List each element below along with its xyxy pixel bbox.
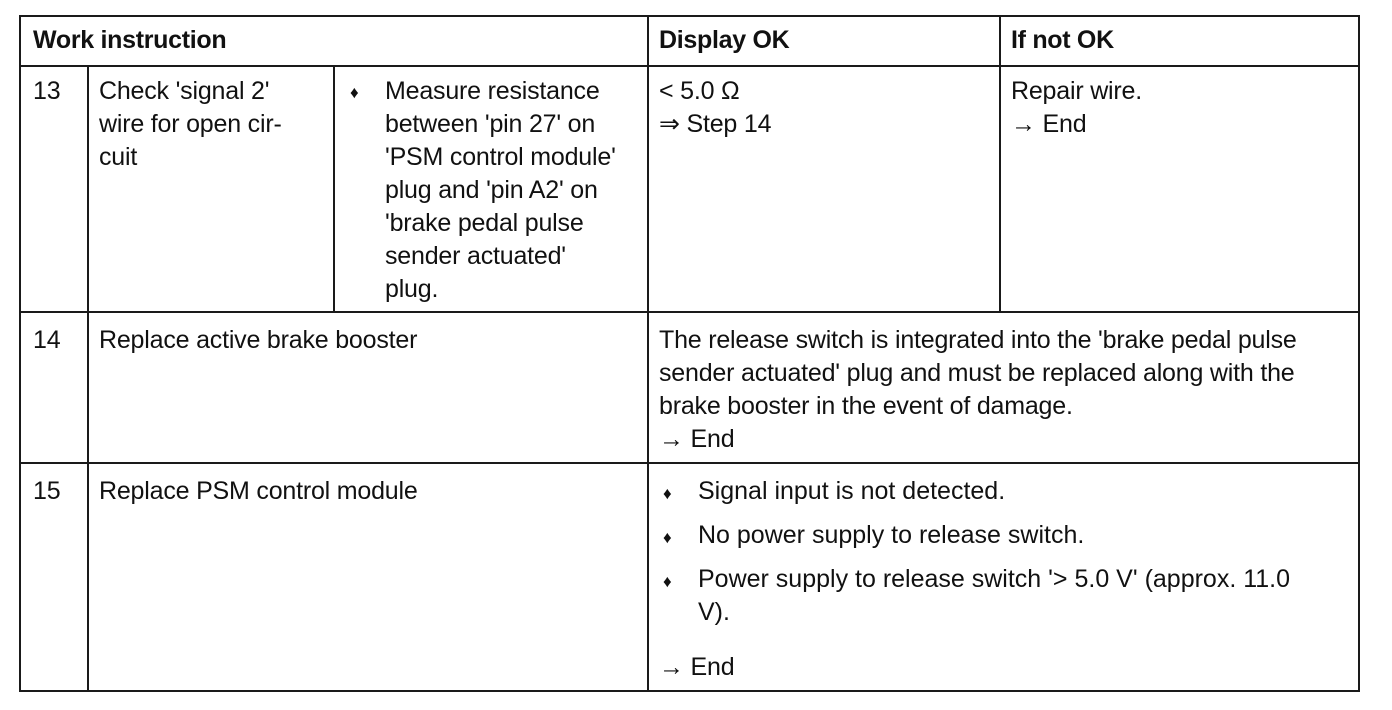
step-number: 13 <box>33 77 61 105</box>
step-detail-line: sender actuated' <box>385 242 566 270</box>
step-detail-line: between 'pin 27' on <box>385 110 596 138</box>
bullet-icon: ♦ <box>663 572 672 591</box>
display-ok-value <box>659 75 771 141</box>
step-detail-line: 'PSM control module' <box>385 143 616 171</box>
row-divider <box>21 65 1358 67</box>
header-if-not-ok: If not OK <box>1011 26 1114 54</box>
row-divider <box>21 311 1358 313</box>
display-ok-bullet-item: No power supply to release switch. <box>698 521 1085 549</box>
step-number: 15 <box>33 477 61 505</box>
work-instruction-table <box>19 15 1360 692</box>
step-detail-line: plug. <box>385 275 439 303</box>
column-divider <box>87 65 89 690</box>
display-ok-line: The release switch is integrated into the 'brake pedal pulse <box>659 326 1297 354</box>
display-ok-line: ⇒ Step 14 <box>659 110 772 138</box>
bullet-icon: ♦ <box>663 528 672 547</box>
if-not-ok-line: Repair wire. <box>1011 77 1142 105</box>
header-display-ok: Display OK <box>659 26 790 54</box>
step-detail-line: Measure resistance <box>385 77 600 105</box>
step-detail-line: plug and 'pin A2' on <box>385 176 598 204</box>
header-work-instruction: Work instruction <box>33 26 227 54</box>
if-not-ok-line: → End <box>1011 110 1087 138</box>
display-ok-bullet-line: Power supply to release switch '> 5.0 V' (approx. 11.0 <box>698 565 1291 593</box>
display-ok-bullet-item <box>698 563 1290 629</box>
bullet-icon: ♦ <box>663 484 672 503</box>
step-action-line: wire for open cir- <box>99 110 282 138</box>
step-action-line: cuit <box>99 143 138 171</box>
bullet-icon: ♦ <box>350 83 359 102</box>
step-action <box>99 75 282 174</box>
display-ok-value <box>659 324 1297 456</box>
row-divider <box>21 462 1358 464</box>
display-ok-bullet-item: Signal input is not detected. <box>698 477 1006 505</box>
display-ok-end: → End <box>659 653 735 681</box>
display-ok-bullet-line: V). <box>698 598 730 626</box>
column-divider <box>999 17 1001 313</box>
if-not-ok-value <box>1011 75 1142 141</box>
display-ok-line: sender actuated' plug and must be replaced along with the <box>659 359 1295 387</box>
step-detail <box>385 75 616 306</box>
step-action-line: Check 'signal 2' <box>99 77 270 105</box>
display-ok-line: < 5.0 Ω <box>659 77 740 105</box>
column-divider <box>333 65 335 313</box>
step-action: Replace active brake booster <box>99 326 418 354</box>
step-action: Replace PSM control module <box>99 477 418 505</box>
step-detail-line: 'brake pedal pulse <box>385 209 584 237</box>
column-divider <box>647 17 649 690</box>
display-ok-line: brake booster in the event of damage. <box>659 392 1073 420</box>
display-ok-line: → End <box>659 425 735 453</box>
step-number: 14 <box>33 326 61 354</box>
